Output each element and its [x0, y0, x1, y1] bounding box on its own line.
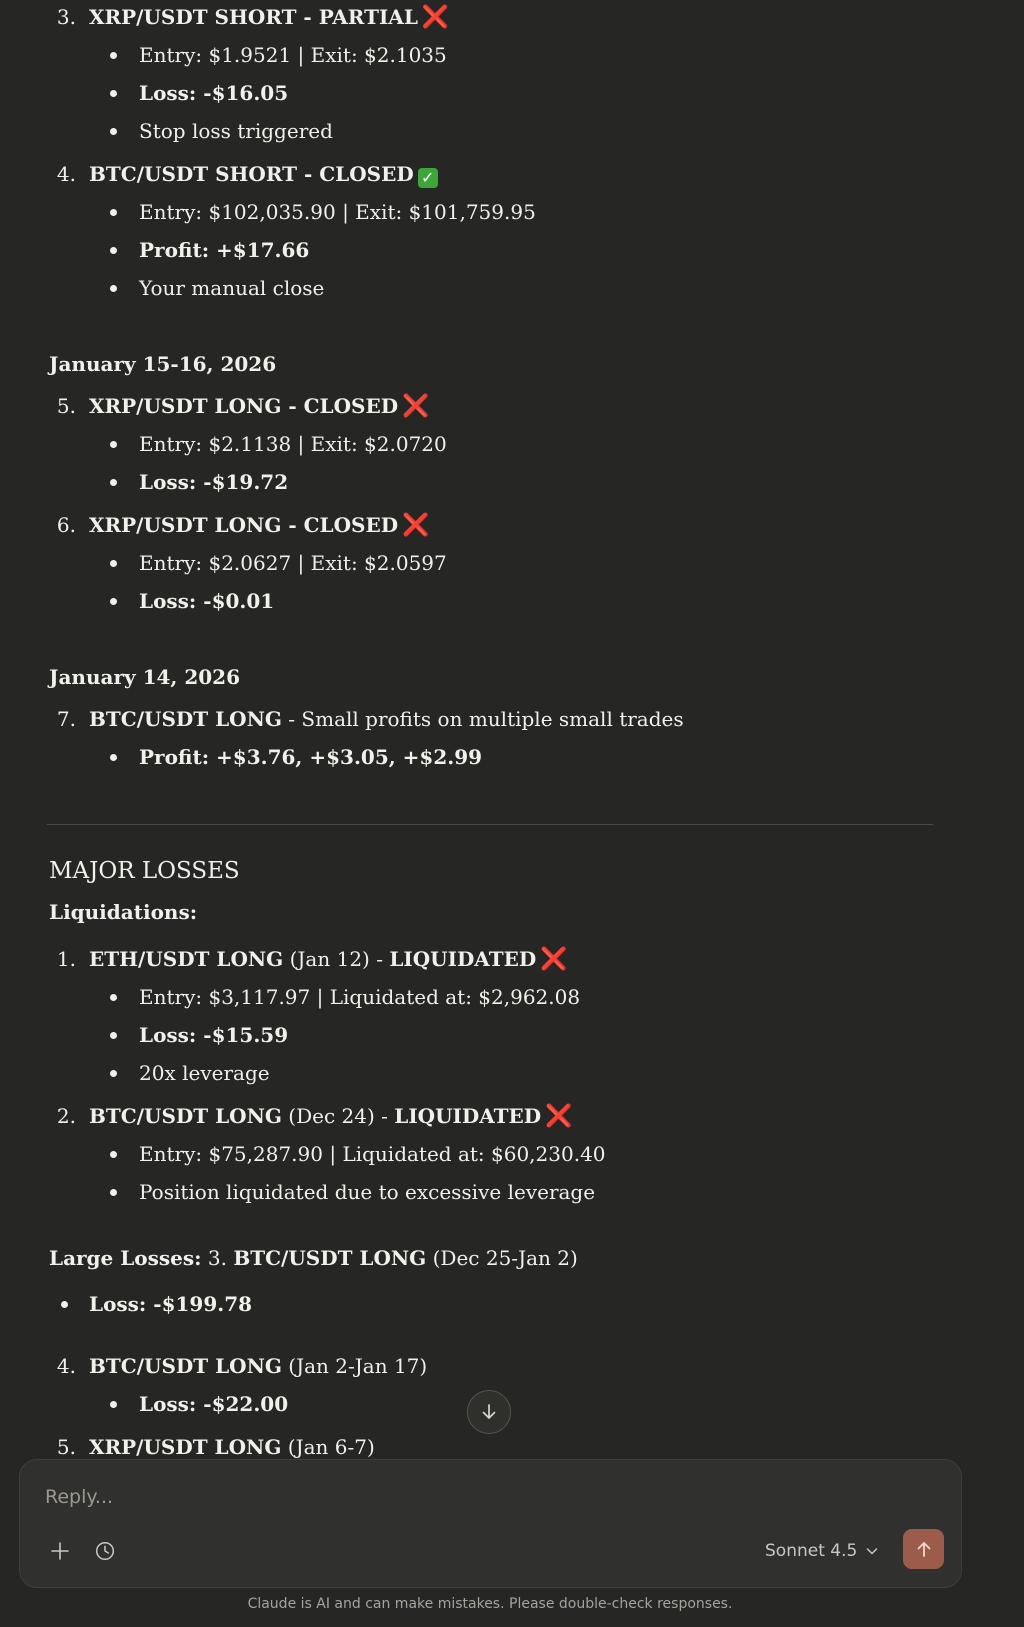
list-number: 4. — [56, 1354, 76, 1378]
trade-note: Position liquidated due to excessive leverage — [139, 1180, 596, 1204]
trade-profit: Profit: +$3.76, +$3.05, +$2.99 — [139, 745, 483, 769]
x-mark-icon: ❌ — [545, 1104, 573, 1129]
model-name: Sonnet 4.5 — [765, 1541, 858, 1561]
divider — [47, 824, 933, 825]
history-button[interactable] — [90, 1536, 120, 1566]
trade-profit: Profit: +$17.66 — [139, 238, 310, 262]
bullet — [110, 247, 117, 254]
send-button[interactable] — [903, 1529, 944, 1569]
list-number: 2. — [56, 1104, 76, 1128]
bullet — [110, 1070, 117, 1077]
bullet — [110, 52, 117, 59]
add-button[interactable] — [45, 1536, 75, 1566]
x-mark-icon: ❌ — [540, 947, 568, 972]
list-number: 4. — [56, 162, 76, 186]
x-mark-icon: ❌ — [402, 394, 430, 419]
trade-entry-exit: Entry: $1.9521 | Exit: $2.1035 — [139, 43, 447, 67]
bullet — [110, 1401, 117, 1408]
bullet — [110, 754, 117, 761]
bullet — [110, 560, 117, 567]
trade-loss: Loss: -$19.72 — [139, 470, 289, 494]
list-number: 5. — [56, 394, 76, 418]
reply-composer — [19, 1459, 962, 1588]
arrow-up-icon — [915, 1540, 933, 1558]
x-mark-icon: ❌ — [402, 513, 430, 538]
trade-title: XRP/USDT LONG - CLOSED ❌ — [89, 394, 430, 419]
trade-entry-liq: Entry: $75,287.90 | Liquidated at: $60,230.40 — [139, 1142, 606, 1166]
trade-loss: Loss: -$199.78 — [89, 1292, 253, 1316]
bullet — [61, 1301, 68, 1308]
trade-title: XRP/USDT LONG - CLOSED ❌ — [89, 513, 430, 538]
reply-input[interactable] — [45, 1482, 745, 1512]
bullet — [110, 1032, 117, 1039]
trade-entry-liq: Entry: $3,117.97 | Liquidated at: $2,962.08 — [139, 985, 581, 1009]
date-heading: January 14, 2026 — [49, 665, 241, 689]
chevron-down-icon — [865, 1544, 879, 1558]
trade-title: BTC/USDT LONG (Dec 24) - LIQUIDATED ❌ — [89, 1104, 573, 1129]
list-number: 5. — [56, 1435, 76, 1459]
trade-loss: Loss: -$16.05 — [139, 81, 289, 105]
x-mark-icon: ❌ — [421, 5, 450, 30]
large-losses-line: Large Losses: 3. BTC/USDT LONG (Dec 25-Jan 2) — [49, 1246, 578, 1270]
bullet — [110, 285, 117, 292]
trade-entry-exit: Entry: $2.1138 | Exit: $2.0720 — [139, 432, 447, 456]
trade-title: XRP/USDT SHORT - PARTIAL ❌ — [89, 5, 450, 30]
trade-note: Stop loss triggered — [139, 119, 333, 143]
trade-entry-exit: Entry: $102,035.90 | Exit: $101,759.95 — [139, 200, 536, 224]
list-number: 6. — [56, 513, 76, 537]
bullet — [110, 90, 117, 97]
scroll-to-bottom-button[interactable] — [467, 1390, 511, 1434]
disclaimer-text: Claude is AI and can make mistakes. Please double-check responses. — [247, 1596, 733, 1612]
clock-icon — [94, 1540, 116, 1562]
trade-title: BTC/USDT LONG (Jan 2-Jan 17) — [89, 1354, 428, 1378]
trade-loss: Loss: -$22.00 — [139, 1392, 289, 1416]
trade-loss: Loss: -$15.59 — [139, 1023, 289, 1047]
trade-loss: Loss: -$0.01 — [139, 589, 275, 613]
trade-entry-exit: Entry: $2.0627 | Exit: $2.0597 — [139, 551, 447, 575]
list-number: 7. — [56, 707, 76, 731]
date-heading: January 15-16, 2026 — [49, 352, 277, 376]
section-heading: MAJOR LOSSES — [49, 858, 240, 884]
bullet — [110, 1151, 117, 1158]
arrow-down-icon — [480, 1403, 498, 1421]
trade-title: BTC/USDT LONG - Small profits on multiple small trades — [89, 707, 684, 731]
bullet — [110, 128, 117, 135]
trade-note: 20x leverage — [139, 1061, 270, 1085]
subsection-label: Liquidations: — [49, 900, 198, 924]
trade-title: XRP/USDT LONG (Jan 6-7) — [89, 1435, 375, 1459]
plus-icon — [50, 1541, 70, 1561]
check-mark-icon: ✓ — [418, 168, 438, 188]
list-number: 3. — [56, 5, 76, 29]
bullet — [110, 441, 117, 448]
trade-title: ETH/USDT LONG (Jan 12) - LIQUIDATED ❌ — [89, 947, 568, 972]
trade-title: BTC/USDT SHORT - CLOSED ✓ — [89, 160, 438, 188]
list-number: 1. — [56, 947, 76, 971]
bullet — [110, 994, 117, 1001]
trade-note: Your manual close — [139, 276, 325, 300]
bullet — [110, 209, 117, 216]
bullet — [110, 598, 117, 605]
bullet — [110, 1189, 117, 1196]
bullet — [110, 479, 117, 486]
model-selector[interactable] — [765, 1536, 879, 1566]
